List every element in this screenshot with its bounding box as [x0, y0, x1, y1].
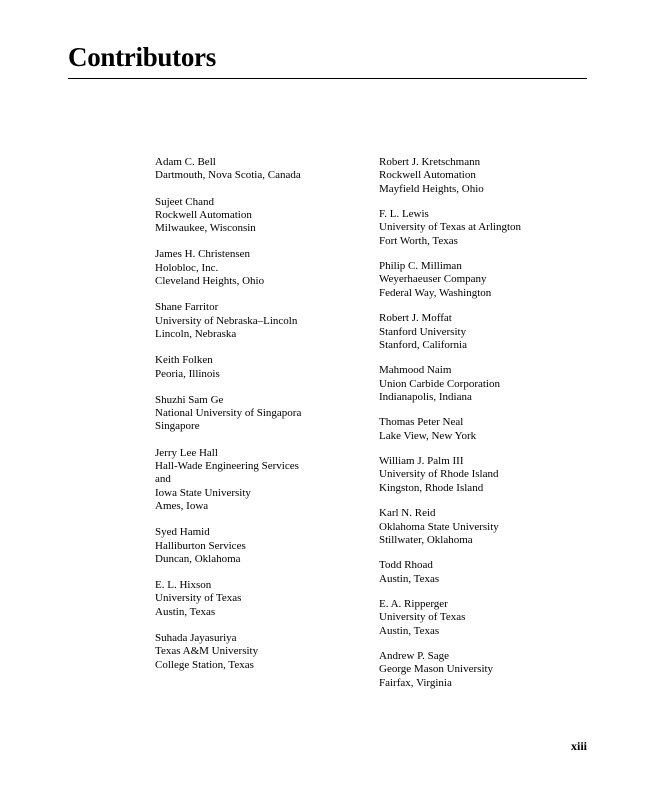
contributor-affiliation-line: National University of Singapora	[155, 407, 302, 420]
contributor-affiliation-line: George Mason University	[379, 663, 494, 676]
contributor-affiliation-line: Milwaukee, Wisconsin	[155, 222, 256, 235]
page-title: Contributors	[68, 42, 216, 72]
contributor-name: Mahmood Naim	[379, 364, 452, 377]
contributor-name: Suhada Jayasuriya	[155, 632, 237, 645]
contributor-name: F. L. Lewis	[379, 208, 429, 221]
contributor-affiliation-line: Weyerhaeuser Company	[379, 273, 487, 286]
contributor-entry	[155, 301, 370, 341]
contributor-affiliation-line: University of Texas	[155, 592, 242, 605]
contributors-left-column	[155, 156, 370, 685]
contributor-name: Jerry Lee Hall	[155, 446, 218, 459]
contributor-entry	[379, 650, 589, 690]
contributor-entry	[379, 416, 589, 443]
contributor-entry	[379, 260, 589, 300]
contributor-entry	[379, 364, 589, 404]
contributor-affiliation-line: Iowa State University	[155, 486, 251, 499]
contributor-affiliation-line: Indianapolis, Indiana	[379, 390, 472, 403]
contributor-entry	[155, 248, 370, 288]
contributor-affiliation-line: Federal Way, Washington	[379, 286, 492, 299]
contributor-entry	[379, 559, 589, 586]
contributor-name: Sujeet Chand	[155, 195, 214, 208]
contributor-affiliation-line: Ames, Iowa	[155, 499, 209, 512]
contributor-affiliation-line: Stanford, California	[379, 338, 467, 351]
contributor-name: Todd Rhoad	[379, 559, 433, 572]
contributor-affiliation-line: College Station, Texas	[155, 658, 254, 671]
contributor-entry	[379, 312, 589, 352]
contributor-name: Thomas Peter Neal	[379, 416, 464, 429]
contributor-affiliation-line: Lake View, New York	[379, 429, 477, 442]
contributor-entry	[379, 455, 589, 495]
title-divider	[68, 78, 587, 79]
contributor-affiliation-line: Duncan, Oklahoma	[155, 552, 241, 565]
contributor-name: James H. Christensen	[155, 248, 251, 261]
contributor-name: E. A. Ripperger	[379, 598, 448, 611]
contributor-name: Adam C. Bell	[155, 156, 216, 168]
contributor-name: Robert J. Moffat	[379, 312, 452, 325]
contributor-name: Karl N. Reid	[379, 507, 436, 520]
contributor-affiliation-line: and	[155, 473, 171, 486]
contributor-name: Keith Folken	[155, 354, 213, 367]
contributor-name: Shuzhi Sam Ge	[155, 393, 224, 406]
contributor-entry	[379, 208, 589, 248]
contributor-affiliation-line: Lincoln, Nebraska	[155, 327, 237, 340]
contributor-affiliation-line: Dartmouth, Nova Scotia, Canada	[155, 169, 301, 182]
contributor-affiliation-line: Fairfax, Virginia	[379, 676, 452, 689]
contributor-entry	[379, 507, 589, 547]
contributor-affiliation-line: Oklahoma State University	[379, 520, 499, 533]
contributor-affiliation-line: Kingston, Rhode Island	[379, 481, 484, 494]
contributor-affiliation-line: Halliburton Services	[155, 539, 246, 552]
contributor-affiliation-line: Rockwell Automation	[379, 169, 476, 182]
contributor-affiliation-line: Austin, Texas	[155, 605, 216, 618]
contributor-name: Syed Hamid	[155, 526, 210, 539]
contributor-affiliation-line: Cleveland Heights, Ohio	[155, 275, 265, 288]
contributor-name: Andrew P. Sage	[379, 650, 449, 663]
contributor-entry	[155, 156, 370, 183]
contributor-entry	[155, 526, 370, 566]
contributor-name: Robert J. Kretschmann	[379, 156, 481, 168]
contributor-entry	[155, 354, 370, 381]
contributor-entry	[379, 156, 589, 196]
contributor-affiliation-line: Fort Worth, Texas	[379, 234, 458, 247]
contributor-affiliation-line: Austin, Texas	[379, 624, 440, 637]
contributor-affiliation-line: Hall-Wade Engineering Services	[155, 460, 299, 473]
contributor-entry	[155, 632, 370, 672]
contributor-affiliation-line: University of Rhode Island	[379, 468, 499, 481]
contributor-affiliation-line: University of Texas	[379, 611, 466, 624]
contributor-affiliation-line: Texas A&M University	[155, 645, 259, 658]
contributor-affiliation-line: University of Texas at Arlington	[379, 221, 522, 234]
contributor-affiliation-line: Mayfield Heights, Ohio	[379, 182, 484, 195]
contributors-right-column	[379, 156, 589, 702]
contributor-affiliation-line: Holobloc, Inc.	[155, 261, 219, 274]
contributor-affiliation-line: Rockwell Automation	[155, 208, 252, 221]
page-number: xiii	[570, 739, 587, 753]
contributor-affiliation-line: Singapore	[155, 420, 200, 433]
contributor-affiliation-line: Peoria, Illinois	[155, 367, 220, 380]
contributor-name: William J. Palm III	[379, 455, 464, 468]
contributor-name: E. L. Hixson	[155, 579, 212, 592]
contributor-affiliation-line: Stillwater, Oklahoma	[379, 533, 473, 546]
contributor-name: Philip C. Milliman	[379, 260, 462, 273]
contributor-entry	[155, 579, 370, 619]
contributor-affiliation-line: Stanford University	[379, 325, 467, 338]
contributor-name: Shane Farritor	[155, 301, 219, 314]
contributor-entry	[379, 598, 589, 638]
contributor-affiliation-line: University of Nebraska–Lincoln	[155, 314, 298, 327]
contributor-entry	[155, 447, 370, 513]
contributor-entry	[155, 196, 370, 236]
contributor-affiliation-line: Austin, Texas	[379, 572, 440, 585]
contributor-entry	[155, 394, 370, 434]
contributor-affiliation-line: Union Carbide Corporation	[379, 377, 500, 390]
